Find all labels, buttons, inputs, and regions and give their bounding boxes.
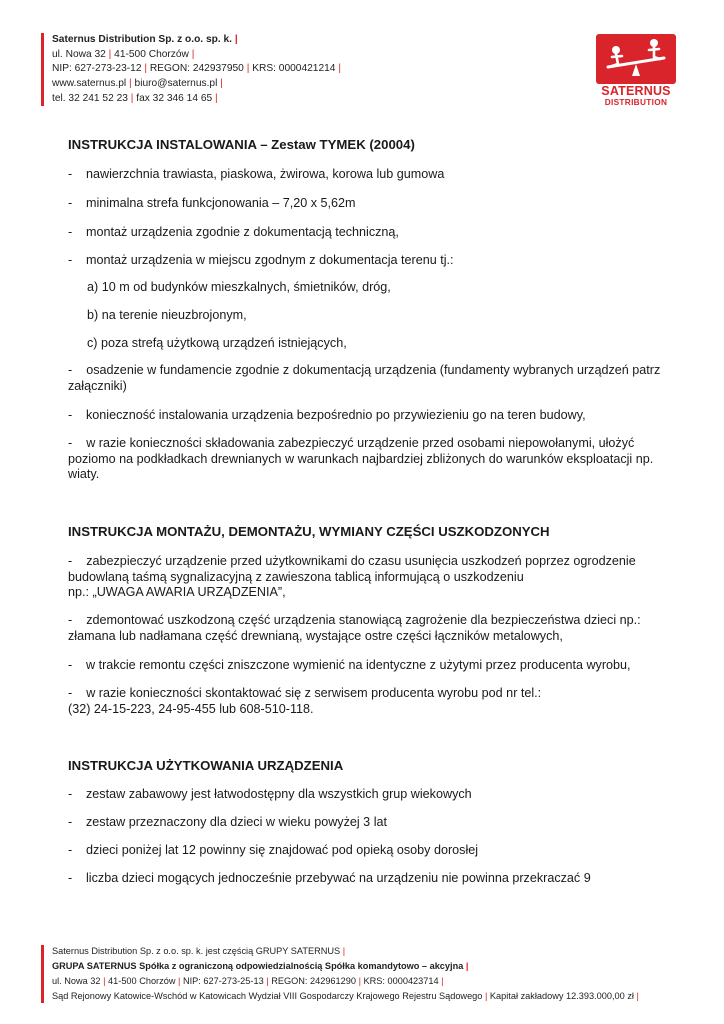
- footer-address-line: [52, 974, 639, 989]
- company-name-line: [52, 33, 341, 48]
- separator: |: [220, 78, 223, 90]
- bullet-dash: -: [68, 436, 73, 450]
- separator: |: [338, 63, 341, 75]
- footer-court: Sąd Rejonowy Katowice-Wschód w Katowicach Wydział VIII Gospodarczy Krajowego Rejestru Sądowego: [52, 991, 483, 1001]
- repair-item-text: zdemontować uszkodzoną część urządzenia stanowiącą zagrożenie dla bezpieczeństwa dzieci np.: złamana lub nadłamana część drewnianą, wystające ostre części łączników metalowych,: [68, 613, 641, 643]
- footer-capital: Kapitał zakładowy 12.393.000,00 zł: [489, 991, 634, 1001]
- repair-title: INSTRUKCJA MONTAŻU, DEMONTAŻU, WYMIANY CZĘŚCI USZKODZONYCH: [68, 524, 550, 539]
- footer-group-line: [52, 944, 639, 959]
- separator: |: [129, 78, 132, 90]
- separator: |: [108, 48, 112, 60]
- saternus-logo: [596, 34, 676, 108]
- address-city: 41-500 Chorzów: [114, 48, 189, 60]
- company-footer: [52, 944, 639, 1004]
- footer-city: 41-500 Chorzów: [108, 976, 176, 986]
- company-name: Saternus Distribution Sp. z o.o. sp. k.: [52, 34, 232, 45]
- separator: |: [191, 48, 195, 60]
- fax: fax 32 346 14 65: [136, 92, 213, 104]
- bullet-dash: -: [68, 613, 73, 627]
- install-item-text: montaż urządzenia w miejscu zgodnym z dokumentacja terenu tj.:: [86, 253, 454, 267]
- install-item: [68, 167, 668, 183]
- usage-item-text: zestaw zabawowy jest łatwodostępny dla wszystkich grup wiekowych: [86, 787, 472, 801]
- repair-item-text: w razie konieczności skontaktować się z serwisem producenta wyrobu pod nr tel.:: [86, 686, 542, 700]
- repair-item: [68, 554, 668, 601]
- separator: |: [144, 63, 147, 75]
- logo-subtitle: DISTRIBUTION: [604, 97, 668, 107]
- separator: |: [636, 991, 639, 1001]
- email-link[interactable]: biuro@saternus.pl: [134, 78, 218, 90]
- repair-item-text: w trakcie remontu części zniszczone wymienić na identyczne z użytymi przez producenta wyrobu,: [86, 658, 631, 672]
- logo-badge: [596, 34, 676, 84]
- usage-item: [68, 787, 668, 803]
- bullet-dash: -: [68, 554, 73, 568]
- bullet-dash: -: [68, 225, 73, 239]
- separator: |: [178, 976, 181, 986]
- bullet-dash: -: [68, 658, 73, 672]
- usage-item: [68, 815, 668, 831]
- footer-address: ul. Nowa 32: [52, 976, 101, 986]
- install-item: [68, 363, 668, 394]
- install-item: [68, 253, 668, 269]
- web-line: [52, 77, 341, 92]
- nip: NIP: 627-273-23-12: [52, 63, 142, 75]
- phone: tel. 32 241 52 23: [52, 92, 128, 104]
- website-link[interactable]: www.saternus.pl: [52, 78, 127, 90]
- bullet-dash: -: [68, 815, 73, 829]
- phone-line: [52, 92, 341, 107]
- repair-item: [68, 686, 668, 717]
- registry-line: [52, 62, 341, 77]
- separator: |: [103, 976, 106, 986]
- company-header: [52, 33, 341, 107]
- separator: |: [358, 976, 361, 986]
- usage-item-text: zestaw przeznaczony dla dzieci w wieku powyżej 3 lat: [86, 815, 387, 829]
- install-item: [68, 225, 668, 241]
- header-accent-bar: [41, 33, 44, 106]
- repair-item-text: zabezpieczyć urządzenie przed użytkownikami do czasu usunięcia uszkodzeń poprzez ogrodzenie budowlaną taśmą sygnalizacyjną z zawieszona tablicą informującą o uszkodzeniu: [68, 554, 636, 584]
- bullet-dash: -: [68, 686, 73, 700]
- repair-item: [68, 613, 668, 644]
- footer-company-name: GRUPA SATERNUS Spółka z ograniczoną odpowiedzialnością Spółka komandytowo – akcyjna: [52, 961, 464, 971]
- install-item-text: osadzenie w fundamencie zgodnie z dokumentacją urządzenia (fundamenty wybranych urządzeń patrz załączniki): [68, 363, 661, 393]
- install-subitem: c) poza strefą użytkową urządzeń istniejących,: [87, 336, 347, 350]
- usage-item-text: liczba dzieci mogących jednocześnie przebywać na urządzeniu nie powinna przekraczać 9: [86, 871, 591, 885]
- krs: KRS: 0000421214: [252, 63, 336, 75]
- footer-regon: REGON: 242961290: [271, 976, 356, 986]
- install-subitem: b) na terenie nieuzbrojonym,: [87, 308, 247, 322]
- footer-court-line: [52, 989, 639, 1004]
- bullet-dash: -: [68, 408, 73, 422]
- separator: |: [215, 92, 218, 104]
- regon: REGON: 242937950: [149, 63, 244, 75]
- bullet-dash: -: [68, 843, 73, 857]
- usage-item: [68, 871, 668, 887]
- usage-item: [68, 843, 668, 859]
- footer-group-text: Saternus Distribution Sp. z o.o. sp. k. jest częścią GRUPY SATERNUS: [52, 946, 341, 956]
- separator: |: [266, 976, 269, 986]
- separator: |: [465, 961, 469, 971]
- repair-item: [68, 658, 668, 674]
- install-item: [68, 436, 668, 483]
- install-item-text: w razie konieczności składowania zabezpieczyć urządzenie przed osobami niepowołanymi, ułożyć poziomo na podkładkach drewnianych w warunkach najbardziej zbliżonych do warunków eksploatacji np. wiaty.: [68, 436, 654, 481]
- install-item: [68, 196, 668, 212]
- install-item-text: montaż urządzenia zgodnie z dokumentacją techniczną,: [86, 225, 399, 239]
- bullet-dash: -: [68, 787, 73, 801]
- separator: |: [234, 34, 238, 45]
- address-street: ul. Nowa 32: [52, 48, 106, 60]
- separator: |: [441, 976, 444, 986]
- bullet-dash: -: [68, 363, 73, 377]
- separator: |: [246, 63, 250, 75]
- bullet-dash: -: [68, 167, 73, 181]
- seesaw-children-icon: [596, 34, 676, 84]
- install-item-text: konieczność instalowania urządzenia bezpośrednio po przywiezieniu go na teren budowy,: [86, 408, 586, 422]
- footer-nip: NIP: 627-273-25-13: [182, 976, 264, 986]
- install-subitem: a) 10 m od budynków mieszkalnych, śmietników, dróg,: [87, 280, 391, 294]
- logo-wordmark: SATERNUS: [601, 84, 671, 98]
- footer-company-line: [52, 959, 639, 974]
- bullet-dash: -: [68, 871, 73, 885]
- repair-item-text: np.: „UWAGA AWARIA URZĄDZENIA”,: [68, 585, 286, 599]
- separator: |: [484, 991, 488, 1001]
- install-title: INSTRUKCJA INSTALOWANIA – Zestaw TYMEK (20004): [68, 137, 415, 152]
- install-item-text: minimalna strefa funkcjonowania – 7,20 x 5,62m: [86, 196, 356, 210]
- install-item: [68, 408, 668, 424]
- footer-krs: KRS: 0000423714: [363, 976, 439, 986]
- install-item-text: nawierzchnia trawiasta, piaskowa, żwirowa, korowa lub gumowa: [86, 167, 445, 181]
- separator: |: [130, 92, 134, 104]
- separator: |: [342, 946, 346, 956]
- usage-title: INSTRUKCJA UŻYTKOWANIA URZĄDZENIA: [68, 758, 344, 773]
- bullet-dash: -: [68, 253, 73, 267]
- repair-item-text: (32) 24-15-223, 24-95-455 lub 608-510-118.: [68, 701, 314, 716]
- address-line: [52, 48, 341, 63]
- usage-item-text: dzieci poniżej lat 12 powinny się znajdować pod opieką osoby dorosłej: [86, 843, 479, 857]
- bullet-dash: -: [68, 196, 73, 210]
- footer-accent-bar: [41, 945, 44, 1003]
